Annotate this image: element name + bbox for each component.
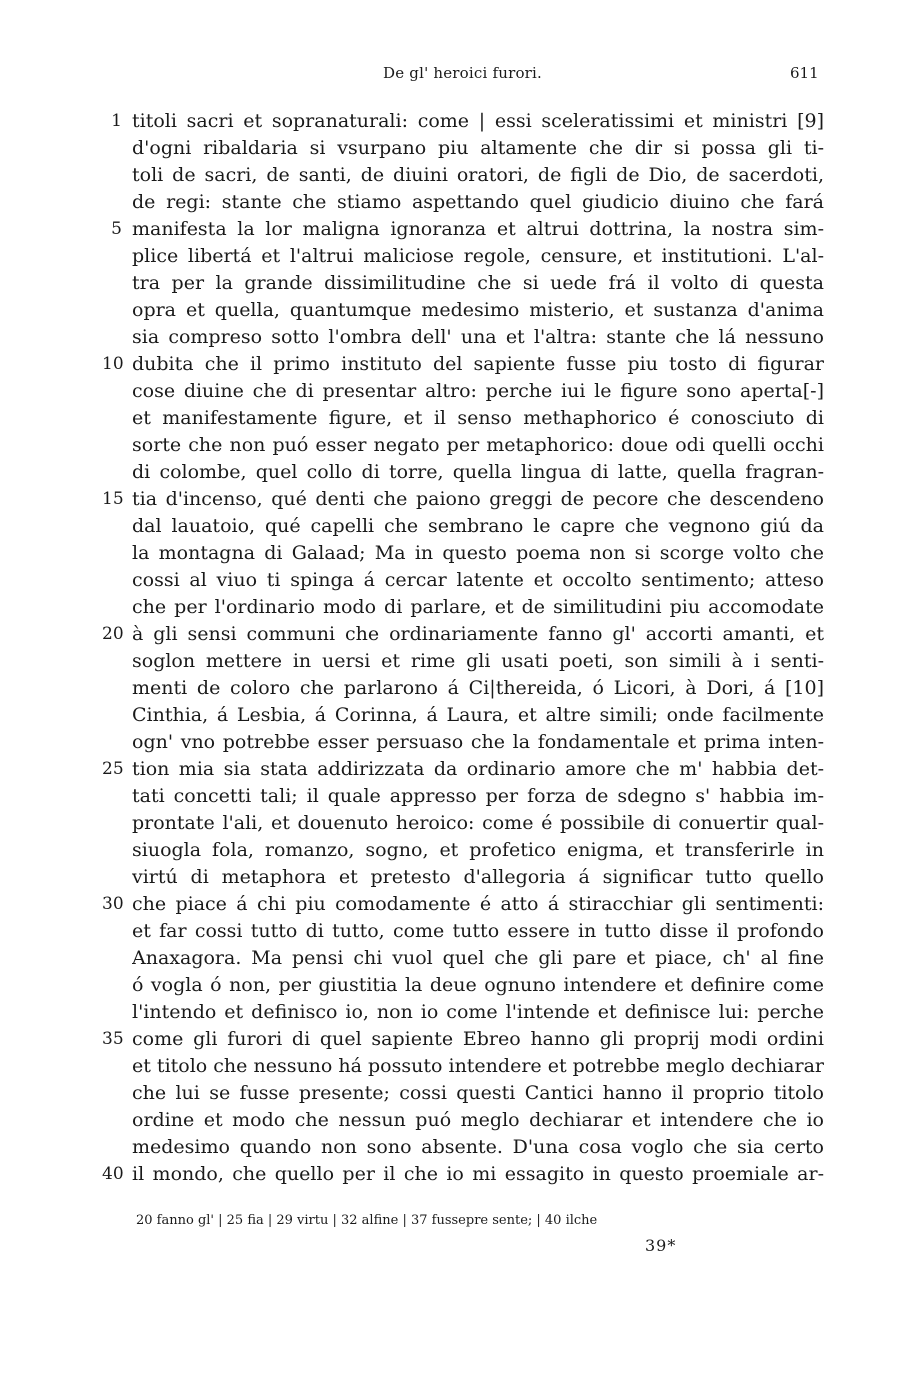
text-line bbox=[0, 567, 900, 594]
text-line bbox=[0, 243, 900, 270]
line-number: 20 bbox=[102, 624, 124, 644]
text-line bbox=[0, 837, 900, 864]
line-text: soglon mettere in uersi et rime gli usati poeti, son simili à i senti- bbox=[132, 650, 824, 672]
text-line bbox=[0, 486, 900, 513]
line-text: sorte che non puó esser negato per metaphorico: doue odi quelli occhi bbox=[132, 434, 824, 456]
text-line bbox=[0, 540, 900, 567]
line-text: l'intendo et definisco io, non io come l'intende et definisce lui: perche bbox=[132, 1001, 824, 1023]
line-text: il mondo, che quello per il che io mi essagito in questo proemiale ar- bbox=[132, 1163, 824, 1185]
line-text: virtú di metaphora et pretesto d'allegoria á significar tutto quello bbox=[132, 866, 824, 888]
line-number: 1 bbox=[111, 111, 122, 131]
text-line bbox=[0, 1080, 900, 1107]
line-text: cossi al viuo ti spinga á cercar latente et occolto sentimento; atteso bbox=[132, 569, 824, 591]
text-line bbox=[0, 702, 900, 729]
line-text: tion mia sia stata addirizzata da ordinario amore che m' habbia det- bbox=[132, 758, 824, 780]
text-line bbox=[0, 378, 900, 405]
text-line bbox=[0, 1161, 900, 1188]
text-line bbox=[0, 675, 900, 702]
line-number: 25 bbox=[102, 759, 124, 779]
line-text: ordine et modo che nessun puó meglo dechiarar et intendere che io bbox=[132, 1109, 824, 1131]
signature-mark: 39* bbox=[645, 1236, 677, 1255]
running-title: De gl' heroici furori. bbox=[383, 64, 543, 82]
line-text: et titolo che nessuno há possuto intendere et potrebbe meglo dechiarar bbox=[132, 1055, 824, 1077]
line-text: dubita che il primo instituto del sapiente fusse piu tosto di figurar bbox=[132, 353, 824, 375]
line-text: manifesta la lor maligna ignoranza et altrui dottrina, la nostra sim- bbox=[132, 218, 824, 240]
line-text: medesimo quando non sono absente. D'una cosa voglo che sia certo bbox=[132, 1136, 824, 1158]
text-line bbox=[0, 891, 900, 918]
line-text: toli de sacri, de santi, de diuini oratori, de figli de Dio, de sacerdoti, bbox=[132, 164, 824, 186]
text-line bbox=[0, 972, 900, 999]
line-text: d'ogni ribaldaria si vsurpano piu altamente che dir si possa gli ti- bbox=[132, 137, 824, 159]
text-line bbox=[0, 135, 900, 162]
text-line bbox=[0, 351, 900, 378]
text-line bbox=[0, 621, 900, 648]
line-text: et far cossi tutto di tutto, come tutto essere in tutto disse il profondo bbox=[132, 920, 824, 942]
text-line bbox=[0, 1134, 900, 1161]
text-line bbox=[0, 729, 900, 756]
critical-apparatus: 20 fanno gl' | 25 fia | 29 virtu | 32 alfine | 37 fussepre sente; | 40 ilche bbox=[136, 1213, 598, 1228]
text-line bbox=[0, 405, 900, 432]
line-text: Anaxagora. Ma pensi chi vuol quel che gli pare et piace, ch' al fine bbox=[132, 947, 824, 969]
line-number: 40 bbox=[102, 1164, 124, 1184]
text-line bbox=[0, 1053, 900, 1080]
line-text: dal lauatoio, qué capelli che sembrano le capre che vegnono giú da bbox=[132, 515, 824, 537]
text-line bbox=[0, 1107, 900, 1134]
text-line bbox=[0, 945, 900, 972]
line-number: 5 bbox=[111, 219, 122, 239]
line-text: ogn' vno potrebbe esser persuaso che la fondamentale et prima inten- bbox=[132, 731, 824, 753]
line-text: che per l'ordinario modo di parlare, et de similitudini piu accomodate bbox=[132, 596, 824, 618]
line-text: Cinthia, á Lesbia, á Corinna, á Laura, et altre simili; onde facilmente bbox=[132, 704, 824, 726]
text-line bbox=[0, 864, 900, 891]
text-line bbox=[0, 999, 900, 1026]
line-text: come gli furori di quel sapiente Ebreo hanno gli proprij modi ordini bbox=[132, 1028, 824, 1050]
line-text: menti de coloro che parlarono á Ci|thereida, ó Licori, à Dori, á [10] bbox=[132, 677, 824, 699]
body-text bbox=[0, 108, 900, 1188]
text-line bbox=[0, 648, 900, 675]
line-text: sia compreso sotto l'ombra dell' una et l'altra: stante che lá nessuno bbox=[132, 326, 824, 348]
line-text: tra per la grande dissimilitudine che si uede frá il volto di questa bbox=[132, 272, 824, 294]
text-line bbox=[0, 324, 900, 351]
text-line bbox=[0, 756, 900, 783]
line-text: siuogla fola, romanzo, sogno, et profetico enigma, et transferirle in bbox=[132, 839, 824, 861]
line-text: di colombe, quel collo di torre, quella lingua di latte, quella fragran- bbox=[132, 461, 824, 483]
text-line bbox=[0, 432, 900, 459]
text-line bbox=[0, 810, 900, 837]
text-line bbox=[0, 270, 900, 297]
text-line bbox=[0, 459, 900, 486]
line-text: che piace á chi piu comodamente é atto á stiracchiar gli sentimenti: bbox=[132, 893, 824, 915]
page-number: 611 bbox=[790, 64, 819, 82]
line-text: cose diuine che di presentar altro: perche iui le figure sono aperta[-] bbox=[132, 380, 824, 402]
line-number: 15 bbox=[102, 489, 124, 509]
line-number: 10 bbox=[102, 354, 124, 374]
line-text: ó vogla ó non, per giustitia la deue ognuno intendere et definire come bbox=[132, 974, 824, 996]
line-number: 35 bbox=[102, 1029, 124, 1049]
line-text: de regi: stante che stiamo aspettando quel giudicio diuino che fará bbox=[132, 191, 824, 213]
line-number: 30 bbox=[102, 894, 124, 914]
line-text: opra et quella, quantumque medesimo misterio, et sustanza d'anima bbox=[132, 299, 824, 321]
line-text: tia d'incenso, qué denti che paiono greggi de pecore che descendeno bbox=[132, 488, 824, 510]
line-text: che lui se fusse presente; cossi questi Cantici hanno il proprio titolo bbox=[132, 1082, 824, 1104]
text-line bbox=[0, 594, 900, 621]
line-text: tati concetti tali; il quale appresso per forza de sdegno s' habbia im- bbox=[132, 785, 824, 807]
text-line bbox=[0, 918, 900, 945]
running-header bbox=[0, 64, 900, 88]
text-line bbox=[0, 297, 900, 324]
text-line bbox=[0, 189, 900, 216]
text-line bbox=[0, 513, 900, 540]
text-line bbox=[0, 1026, 900, 1053]
text-line bbox=[0, 162, 900, 189]
line-text: titoli sacri et sopranaturali: come | essi sceleratissimi et ministri [9] bbox=[132, 110, 824, 132]
text-line bbox=[0, 216, 900, 243]
line-text: prontate l'ali, et douenuto heroico: come é possibile di conuertir qual- bbox=[132, 812, 824, 834]
line-text: plice libertá et l'altrui maliciose regole, censure, et institutioni. L'al- bbox=[132, 245, 824, 267]
line-text: la montagna di Galaad; Ma in questo poema non si scorge volto che bbox=[132, 542, 824, 564]
text-line bbox=[0, 783, 900, 810]
line-text: à gli sensi communi che ordinariamente fanno gl' accorti amanti, et bbox=[132, 623, 824, 645]
text-line bbox=[0, 108, 900, 135]
line-text: et manifestamente figure, et il senso methaphorico é conosciuto di bbox=[132, 407, 824, 429]
